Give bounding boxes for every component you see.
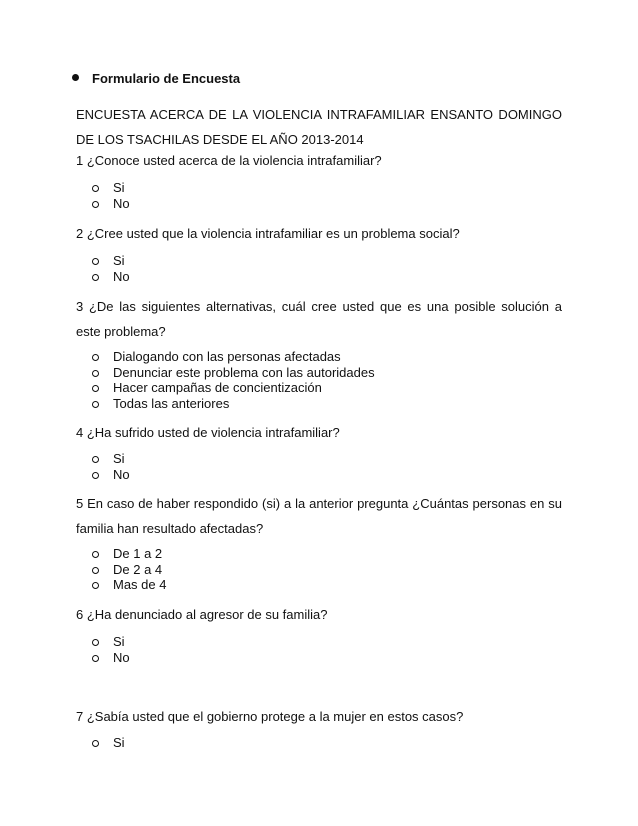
circle-bullet-icon <box>92 354 99 361</box>
question-6: 6 ¿Ha denunciado al agresor de su familia? <box>76 607 328 622</box>
question-1: 1 ¿Conoce usted acerca de la violencia intrafamiliar? <box>76 153 382 168</box>
circle-bullet-icon <box>92 201 99 208</box>
option-label: Todas las anteriores <box>113 395 230 411</box>
question-1-options <box>92 180 130 211</box>
question-3: 3 ¿De las siguientes alternativas, cuál cree usted que es una posible solución a este problema? <box>76 299 562 339</box>
question-6-options <box>92 634 130 665</box>
option-item <box>92 365 375 381</box>
question-7: 7 ¿Sabía usted que el gobierno protege a la mujer en estos casos? <box>76 709 464 724</box>
option-label: Si <box>113 451 125 466</box>
option-item <box>92 562 166 578</box>
option-label: De 1 a 2 <box>113 546 163 561</box>
option-item <box>92 735 125 751</box>
circle-bullet-icon <box>92 274 99 281</box>
bullet-icon <box>72 74 79 81</box>
option-label: No <box>113 466 130 482</box>
option-item <box>92 577 166 593</box>
circle-bullet-icon <box>92 185 99 192</box>
option-item <box>92 451 130 467</box>
circle-bullet-icon <box>92 740 99 747</box>
option-label: Si <box>113 253 125 268</box>
option-item <box>92 269 130 285</box>
option-label: Mas de 4 <box>113 577 167 592</box>
form-heading-text: Formulario de Encuesta <box>92 71 241 86</box>
question-5: 5 En caso de haber respondido (si) a la anterior pregunta ¿Cuántas personas en su familia han resultado afectadas? <box>76 496 562 536</box>
option-label: Dialogando con las personas afectadas <box>113 349 341 364</box>
circle-bullet-icon <box>92 639 99 646</box>
circle-bullet-icon <box>92 258 99 265</box>
option-item <box>92 196 130 212</box>
option-label: No <box>113 649 130 665</box>
circle-bullet-icon <box>92 401 99 408</box>
option-label: Si <box>113 180 125 195</box>
survey-title: ENCUESTA ACERCA DE LA VIOLENCIA INTRAFAMILIAR ENSANTO DOMINGO DE LOS TSACHILAS DESDE EL AÑO 2013-2014 <box>76 107 562 147</box>
option-label: No <box>113 195 130 211</box>
question-3-options <box>92 349 375 411</box>
question-5-options <box>92 546 166 593</box>
circle-bullet-icon <box>92 655 99 662</box>
circle-bullet-icon <box>92 385 99 392</box>
question-4: 4 ¿Ha sufrido usted de violencia intrafamiliar? <box>76 425 340 440</box>
option-item <box>92 180 130 196</box>
option-label: Si <box>113 634 125 649</box>
option-item <box>92 467 130 483</box>
circle-bullet-icon <box>92 551 99 558</box>
option-item <box>92 349 375 365</box>
option-item <box>92 380 375 396</box>
option-label: Denunciar este problema con las autoridades <box>113 364 375 380</box>
option-item <box>92 396 375 412</box>
circle-bullet-icon <box>92 472 99 479</box>
option-label: No <box>113 268 130 284</box>
option-label: Hacer campañas de concientización <box>113 380 322 395</box>
question-7-options <box>92 735 125 751</box>
question-2-options <box>92 253 130 284</box>
circle-bullet-icon <box>92 370 99 377</box>
question-2: 2 ¿Cree usted que la violencia intrafamiliar es un problema social? <box>76 226 460 241</box>
circle-bullet-icon <box>92 456 99 463</box>
option-label: De 2 a 4 <box>113 561 163 577</box>
question-4-options <box>92 451 130 482</box>
circle-bullet-icon <box>92 567 99 574</box>
option-item <box>92 253 130 269</box>
option-label: Si <box>113 735 125 750</box>
option-item <box>92 634 130 650</box>
option-item <box>92 546 166 562</box>
circle-bullet-icon <box>92 582 99 589</box>
option-item <box>92 650 130 666</box>
form-heading <box>92 71 240 86</box>
